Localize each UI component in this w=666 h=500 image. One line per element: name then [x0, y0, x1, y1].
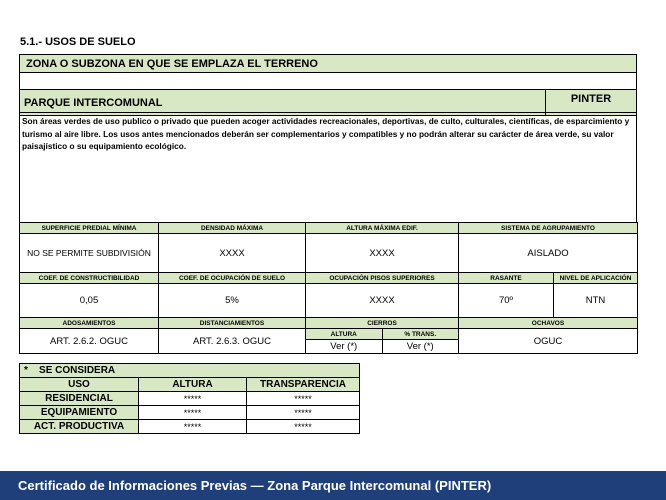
table-row	[20, 420, 360, 434]
description-table	[19, 112, 637, 224]
section-title: 5.1.- USOS DE SUELO	[20, 36, 136, 48]
header-distanciamientos: DISTANCIAMIENTOS	[159, 318, 306, 329]
value-rasante: 70º	[459, 284, 554, 318]
cierros-values	[306, 340, 458, 353]
value-coef-constructibilidad: 0,05	[20, 284, 159, 318]
zone-blank-row	[20, 73, 637, 90]
uses-header-transparencia: TRANSPARENCIA	[247, 378, 360, 392]
value-cierros-trans: Ver (*)	[406, 341, 434, 352]
footer-bar: Certificado de Informaciones Previas — Zona Parque Intercomunal (PINTER)	[0, 471, 666, 500]
uses-row-transparencia: *****	[247, 392, 360, 406]
header-cierros: CIERROS	[306, 318, 459, 329]
header-cierros-trans: % TRANS.	[382, 329, 458, 339]
uses-header-altura: ALTURA	[139, 378, 247, 392]
table-row	[20, 406, 360, 420]
value-distanciamientos: ART. 2.6.3. OGUC	[159, 329, 306, 354]
zone-header: ZONA O SUBZONA EN QUE SE EMPLAZA EL TERRENO	[20, 55, 637, 73]
value-adosamientos: ART. 2.6.2. OGUC	[20, 329, 159, 354]
header-superficie-predial: SUPERFICIE PREDIAL MÍNIMA	[20, 223, 159, 234]
header-sistema-agrupamiento: SISTEMA DE AGRUPAMIENTO	[459, 223, 638, 234]
value-sistema-agrupamiento: AISLADO	[459, 234, 638, 273]
header-ochavos: OCHAVOS	[459, 318, 638, 329]
header-coef-constructibilidad: COEF. DE CONSTRUCTIBILIDAD	[20, 273, 159, 284]
value-densidad-maxima: XXXX	[159, 234, 306, 273]
value-superficie-predial: NO SE PERMITE SUBDIVISIÓN	[20, 234, 159, 273]
value-ochavos: OGUC	[459, 329, 638, 354]
header-ocupacion-pisos: OCUPACIÓN PISOS SUPERIORES	[306, 273, 459, 284]
header-rasante: RASANTE	[459, 273, 554, 284]
uses-note-label: SE CONSIDERA	[39, 365, 116, 376]
cierros-sub-header-cell	[306, 329, 459, 340]
header-nivel-aplicacion: NIVEL DE APLICACIÓN	[554, 273, 638, 284]
uses-row-altura: *****	[139, 420, 247, 434]
cierros-values-cell	[306, 340, 459, 354]
table-row	[20, 392, 360, 406]
header-densidad-maxima: DENSIDAD MÁXIMA	[159, 223, 306, 234]
uses-header-uso: USO	[20, 378, 139, 392]
uses-row-uso: ACT. PRODUCTIVA	[20, 420, 139, 434]
value-cierros-altura: Ver (*)	[306, 340, 382, 353]
zone-name: PARQUE INTERCOMUNAL	[20, 90, 546, 116]
uses-row-altura: *****	[139, 392, 247, 406]
zone-description: Son áreas verdes de uso publico o privado que pueden acoger actividades recreacionales, deportivas, de culto, culturales, científicas, de esparcimiento y turismo al aire libre. Los usos antes mencionados deberán ser complementarios y compatibles y no podrán alterar su carácter de área verde, su valor paisajístico o su equipamiento ecológico.	[20, 113, 637, 224]
uses-row-uso: RESIDENCIAL	[20, 392, 139, 406]
value-nivel-aplicacion: NTN	[554, 284, 638, 318]
header-cierros-altura: ALTURA	[306, 329, 382, 339]
header-adosamientos: ADOSAMIENTOS	[20, 318, 159, 329]
uses-note	[20, 364, 360, 378]
value-ocupacion-pisos: XXXX	[306, 284, 459, 318]
header-coef-ocupacion: COEF. DE OCUPACIÓN DE SUELO	[159, 273, 306, 284]
header-altura-maxima: ALTURA MÁXIMA EDIF.	[306, 223, 459, 234]
parameters-table	[19, 222, 638, 354]
uses-row-transparencia: *****	[247, 406, 360, 420]
zone-table	[19, 54, 637, 90]
uses-table	[19, 363, 360, 434]
uses-note-star: *	[24, 365, 28, 376]
zone-code: PINTER	[546, 90, 637, 116]
uses-row-transparencia: *****	[247, 420, 360, 434]
value-altura-maxima: XXXX	[306, 234, 459, 273]
cierros-sub-header	[306, 329, 458, 339]
uses-row-altura: *****	[139, 406, 247, 420]
value-coef-ocupacion: 5%	[159, 284, 306, 318]
uses-row-uso: EQUIPAMIENTO	[20, 406, 139, 420]
